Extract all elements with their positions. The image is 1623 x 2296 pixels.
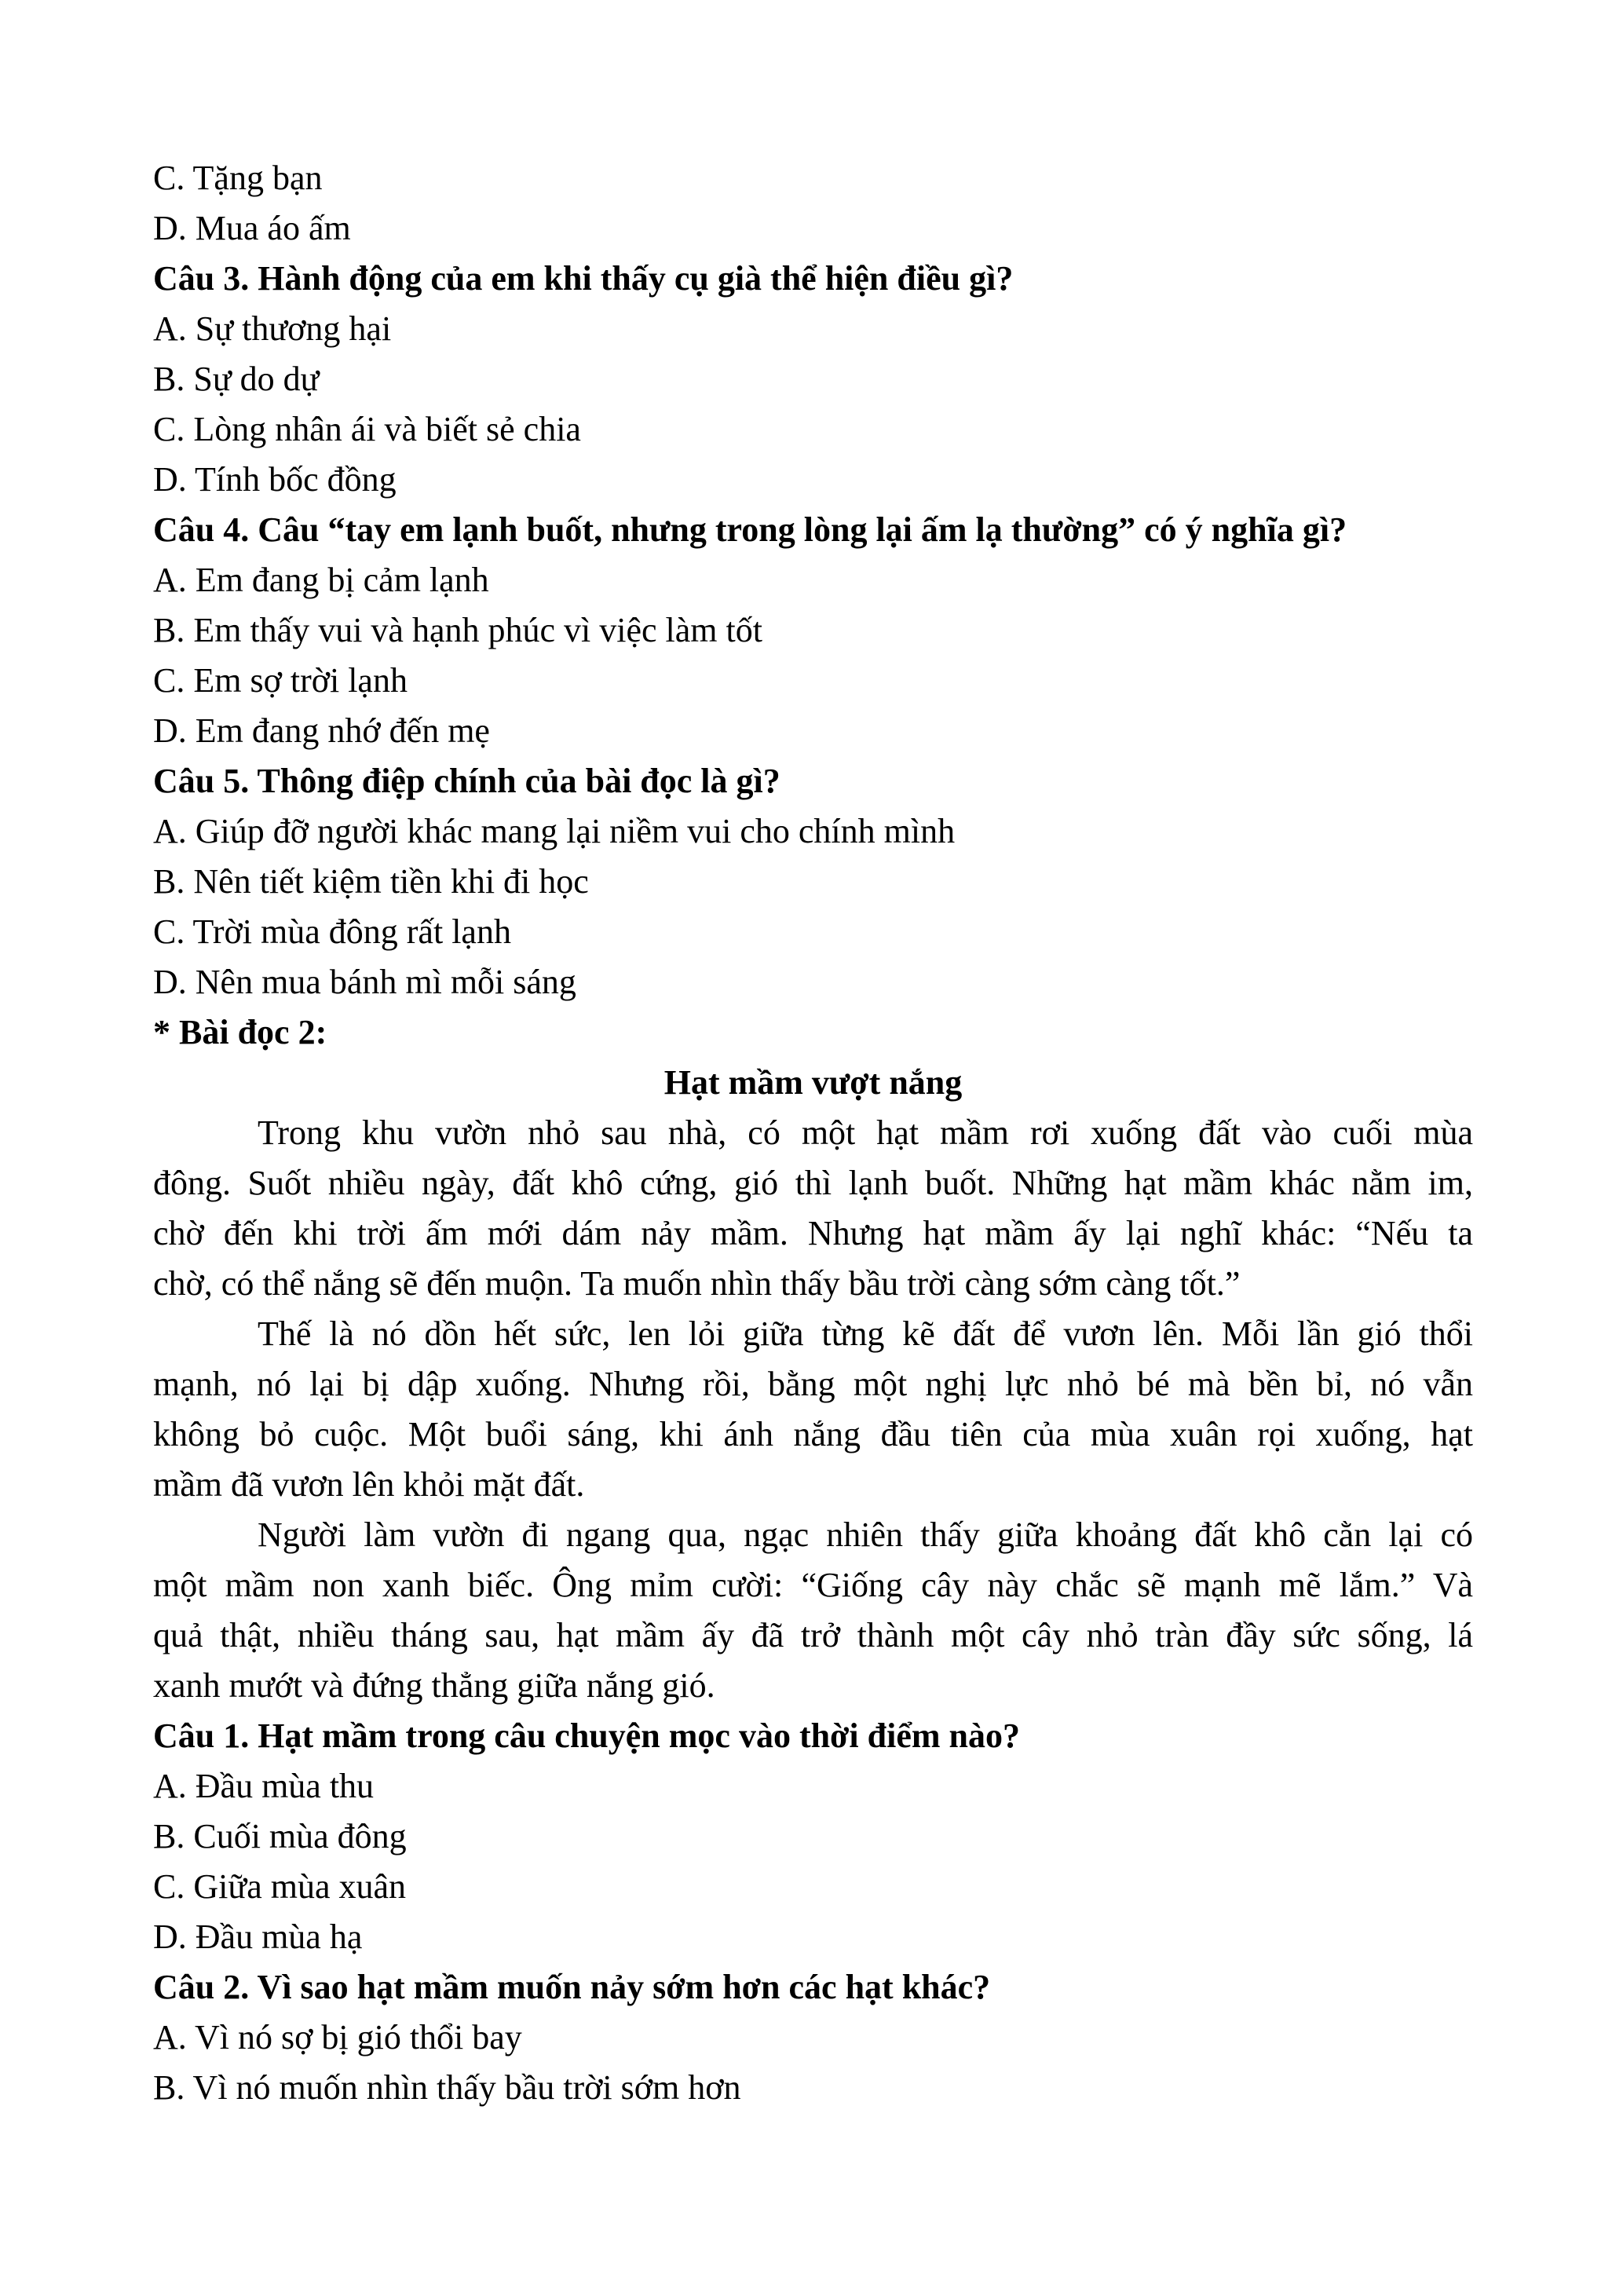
q5-option-b: B. Nên tiết kiệm tiền khi đi học — [153, 862, 589, 901]
q3-heading: Câu 3. Hành động của em khi thấy cụ già thể hiện điều gì? — [153, 259, 1014, 298]
reading2-paragraph2-line2: mạnh, nó lại bị dập xuống. Nhưng rồi, bằng một nghị lực nhỏ bé mà bền bỉ, nó vẫn — [153, 1365, 1473, 1403]
q3-option-c: C. Lòng nhân ái và biết sẻ chia — [153, 410, 581, 448]
q4-option-c: C. Em sợ trời lạnh — [153, 661, 408, 700]
r2q1-option-d: D. Đầu mùa hạ — [153, 1918, 363, 1956]
r2q2-option-b: B. Vì nó muốn nhìn thấy bầu trời sớm hơn — [153, 2068, 741, 2107]
reading2-paragraph3-line4: xanh mướt và đứng thẳng giữa nắng gió. — [153, 1666, 715, 1705]
q5-option-c: C. Trời mùa đông rất lạnh — [153, 912, 511, 951]
reading2-paragraph1-line3: chờ đến khi trời ấm mới dám nảy mầm. Nhưng hạt mầm ấy lại nghĩ khác: “Nếu ta — [153, 1214, 1473, 1252]
r2q1-option-c: C. Giữa mùa xuân — [153, 1867, 407, 1906]
q2-option-d: D. Mua áo ấm — [153, 209, 351, 247]
r2q2-heading: Câu 2. Vì sao hạt mầm muốn nảy sớm hơn các hạt khác? — [153, 1968, 991, 2006]
reading2-paragraph3-line2: một mầm non xanh biếc. Ông mỉm cười: “Giống cây này chắc sẽ mạnh mẽ lắm.” Và — [153, 1566, 1473, 1604]
q3-option-a: A. Sự thương hại — [153, 309, 392, 348]
q5-option-a: A. Giúp đỡ người khác mang lại niềm vui cho chính mình — [153, 812, 956, 850]
reading2-paragraph2-line4: mầm đã vươn lên khỏi mặt đất. — [153, 1465, 585, 1504]
q3-option-b: B. Sự do dự — [153, 360, 320, 398]
q4-option-b: B. Em thấy vui và hạnh phúc vì việc làm tốt — [153, 611, 762, 649]
reading2-paragraph2-line1: Thế là nó dồn hết sức, len lỏi giữa từng kẽ đất để vươn lên. Mỗi lần gió thổi — [258, 1314, 1473, 1353]
q5-option-d: D. Nên mua bánh mì mỗi sáng — [153, 963, 576, 1001]
r2q2-option-a: A. Vì nó sợ bị gió thổi bay — [153, 2018, 522, 2057]
q4-option-a: A. Em đang bị cảm lạnh — [153, 561, 489, 599]
q5-heading: Câu 5. Thông điệp chính của bài đọc là gì? — [153, 762, 780, 800]
reading2-title: Hạt mầm vượt nắng — [663, 1063, 963, 1102]
reading2-paragraph3-line3: quả thật, nhiều tháng sau, hạt mầm ấy đã trở thành một cây nhỏ tràn đầy sức sống, lá — [153, 1616, 1473, 1654]
q4-option-d: D. Em đang nhớ đến mẹ — [153, 711, 490, 750]
reading2-paragraph1-line2: đông. Suốt nhiều ngày, đất khô cứng, gió thì lạnh buốt. Những hạt mầm khác nằm im, — [153, 1164, 1473, 1202]
r2q1-heading: Câu 1. Hạt mầm trong câu chuyện mọc vào thời điểm nào? — [153, 1717, 1020, 1755]
q3-option-d: D. Tính bốc đồng — [153, 460, 397, 499]
reading2-label: * Bài đọc 2: — [153, 1013, 327, 1051]
reading2-paragraph2-line3: không bỏ cuộc. Một buổi sáng, khi ánh nắng đầu tiên của mùa xuân rọi xuống, hạt — [153, 1415, 1473, 1453]
reading2-paragraph1-line1: Trong khu vườn nhỏ sau nhà, có một hạt mầm rơi xuống đất vào cuối mùa — [258, 1113, 1473, 1152]
r2q1-option-a: A. Đầu mùa thu — [153, 1767, 375, 1805]
reading2-paragraph1-line4: chờ, có thể nắng sẽ đến muộn. Ta muốn nhìn thấy bầu trời càng sớm càng tốt.” — [153, 1264, 1241, 1303]
reading2-paragraph3-line1: Người làm vườn đi ngang qua, ngạc nhiên thấy giữa khoảng đất khô cằn lại có — [258, 1515, 1473, 1554]
q2-option-c: C. Tặng bạn — [153, 159, 323, 197]
q4-heading: Câu 4. Câu “tay em lạnh buốt, nhưng trong lòng lại ấm lạ thường” có ý nghĩa gì? — [153, 510, 1347, 549]
r2q1-option-b: B. Cuối mùa đông — [153, 1817, 407, 1855]
